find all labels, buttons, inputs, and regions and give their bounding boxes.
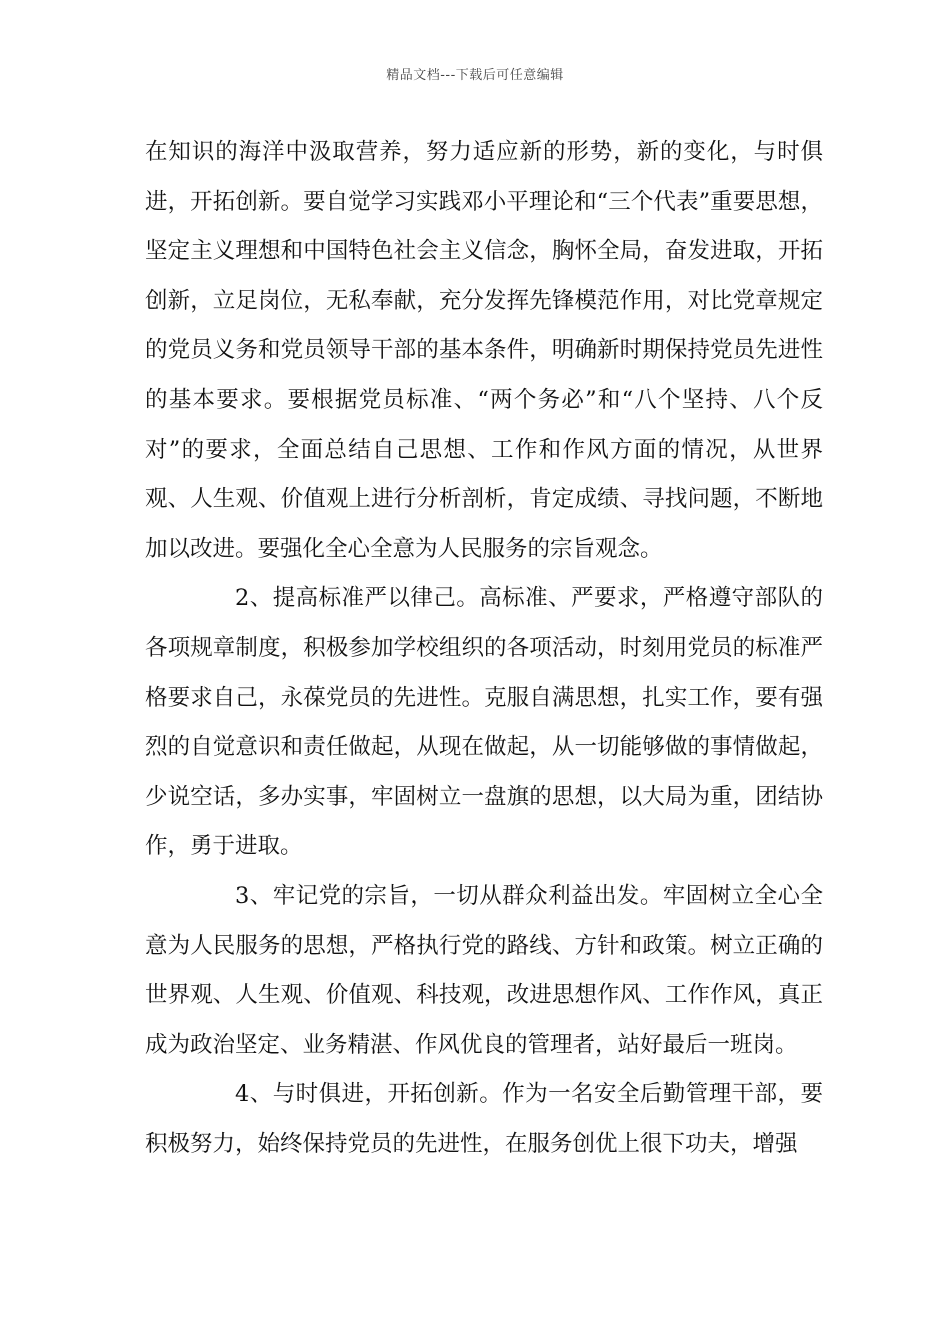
page-header: 精品文档---下载后可任意编辑 <box>386 68 564 83</box>
paragraph-2: 2、提高标准严以律己。高标准、严要求，严格遵守部队的各项规章制度，积极参加学校组织的各项活动，时刻用党员的标准严格要求自己，永葆党员的先进性。克服自满思想，扎实工作，要有强烈的自觉意识和责任做起，从现在做起，从一切能够做的事情做起，少说空话，多办实事，牢固树立一盘旗的思想，以大局为重，团结协作，勇于进取。 <box>145 585 823 860</box>
document-body <box>145 128 823 1169</box>
paragraph-4: 4、与时俱进，开拓创新。作为一名安全后勤管理干部，要积极努力，始终保持党员的先进性，在服务创优上很下功夫，增强 <box>145 1081 823 1157</box>
paragraph-3: 3、牢记党的宗旨，一切从群众利益出发。牢固树立全心全意为人民服务的思想，严格执行党的路线、方针和政策。树立正确的世界观、人生观、价值观、科技观，改进思想作风、工作作风，真正成为政治坚定、业务精湛、作风优良的管理者，站好最后一班岗。 <box>145 882 823 1058</box>
paragraph-1: 在知识的海洋中汲取营养，努力适应新的形势，新的变化，与时俱进，开拓创新。要自觉学习实践邓小平理论和“三个代表”重要思想，坚定主义理想和中国特色社会主义信念，胸怀全局，奋发进取，开拓创新，立足岗位，无私奉献，充分发挥先锋模范作用，对比党章规定的党员义务和党员领导干部的基本条件，明确新时期保持党员先进性的基本要求。要根据党员标准、“两个务必”和“八个坚持、八个反对”的要求，全面总结自己思想、工作和作风方面的情况，从世界观、人生观、价值观上进行分析剖析，肯定成绩、寻找问题，不断地加以改进。要强化全心全意为人民服务的宗旨观念。 <box>145 139 823 562</box>
